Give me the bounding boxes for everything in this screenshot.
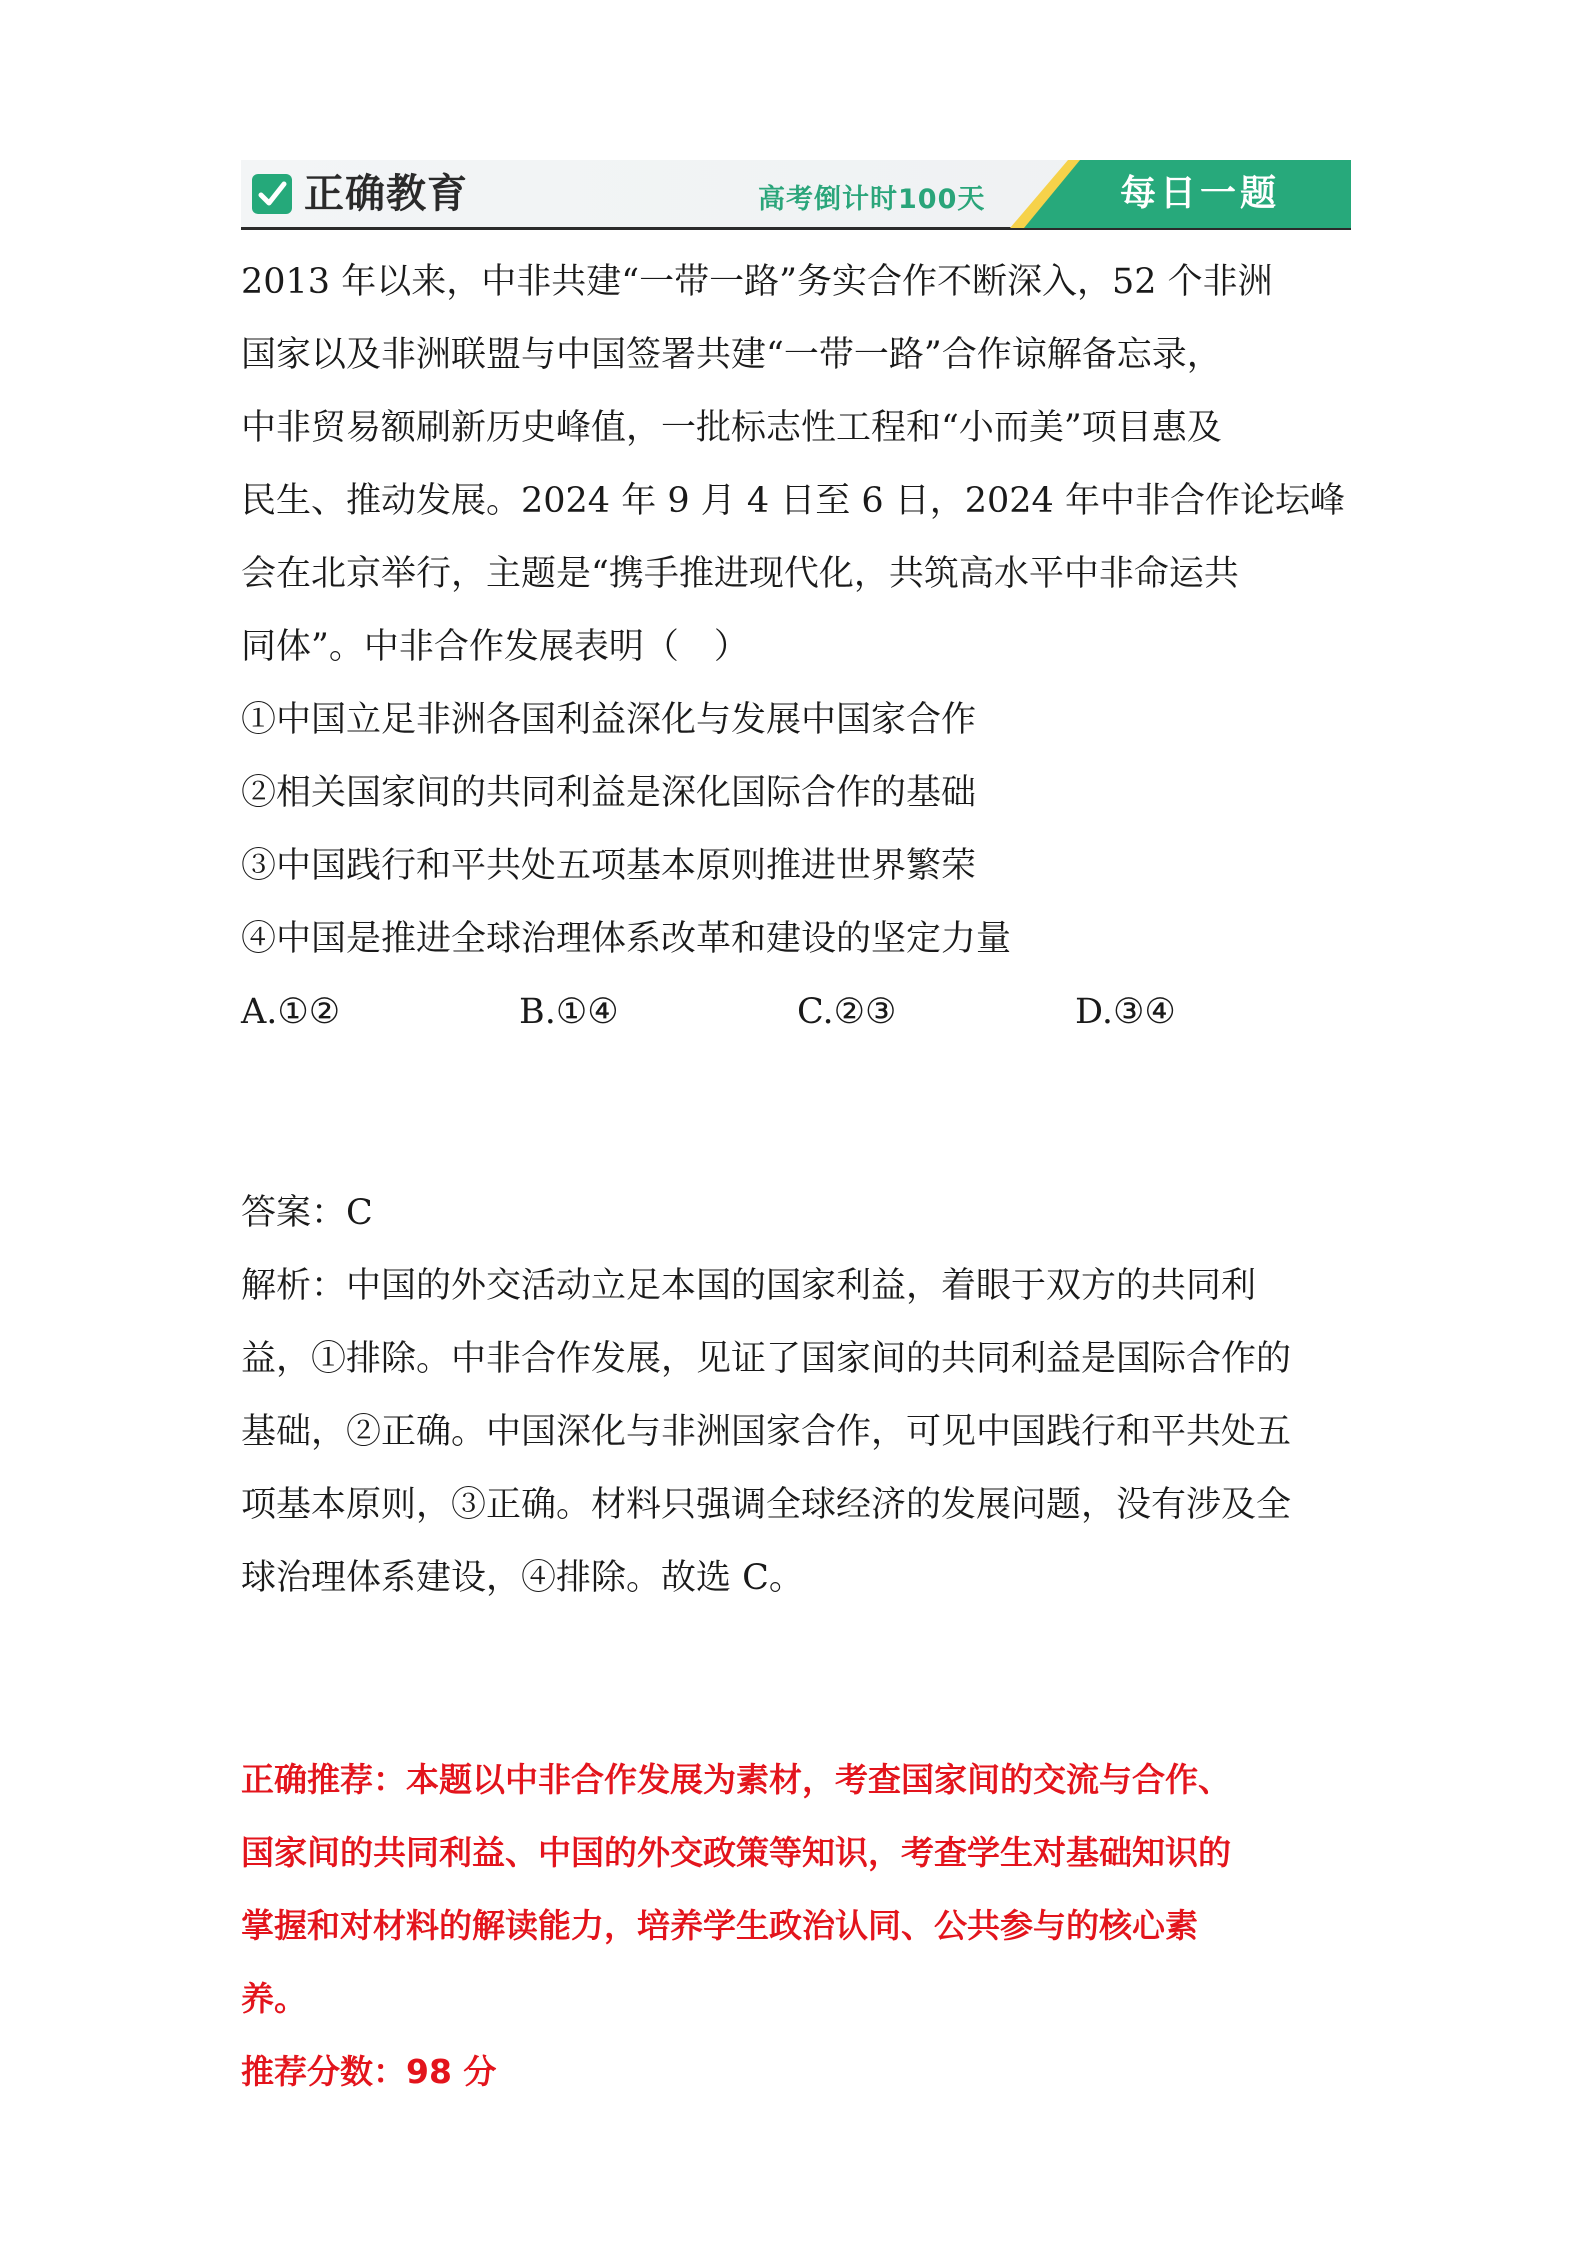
question-content (241, 246, 1361, 2108)
question-line: 同体”。中非合作发展表明（ ） (241, 627, 749, 667)
analysis-line: 基础，②正确。中国深化与非洲国家合作，可见中国践行和平共处五 (241, 1412, 1292, 1452)
analysis-line: 项基本原则，③正确。材料只强调全球经济的发展问题，没有涉及全 (241, 1485, 1292, 1525)
question-stem (241, 246, 1361, 684)
answer-options (241, 976, 1361, 1049)
recommendation-line: 掌握和对材料的解读能力，培养学生政治认同、公共参与的核心素 (241, 1906, 1198, 1945)
answer-label: 答案：C (241, 1193, 373, 1233)
recommendation-line: 养。 (241, 1979, 307, 2018)
recommendation-line: 国家间的共同利益、中国的外交政策等知识，考查学生对基础知识的 (241, 1833, 1231, 1872)
recommendation-section (241, 1743, 1361, 2108)
question-line: 2013 年以来，中非共建“一带一路”务实合作不断深入，52 个非洲 (241, 262, 1273, 302)
countdown-label: 高考倒计时100天 (758, 184, 986, 215)
statement-item: ③中国践行和平共处五项基本原则推进世界繁荣 (241, 846, 977, 886)
option-d: D.③④ (1075, 992, 1176, 1032)
statement-item: ④中国是推进全球治理体系改革和建设的坚定力量 (241, 919, 1012, 959)
question-line: 民生、推动发展。2024 年 9 月 4 日至 6 日，2024 年中非合作论坛峰 (241, 481, 1345, 521)
question-line: 国家以及非洲联盟与中国签署共建“一带一路”合作谅解备忘录， (241, 335, 1222, 375)
option-a: A.①② (241, 992, 341, 1032)
option-c: C.②③ (797, 992, 897, 1032)
option-b: B.①④ (519, 992, 619, 1032)
statement-list (241, 684, 1361, 976)
brand-name: 正确教育 (304, 171, 468, 217)
analysis-line: 解析：中国的外交活动立足本国的国家利益，着眼于双方的共同利 (241, 1266, 1257, 1306)
section-title: 每日一题 (1120, 173, 1281, 214)
statement-item: ②相关国家间的共同利益是深化国际合作的基础 (241, 773, 977, 813)
analysis-line: 益，①排除。中非合作发展，见证了国家间的共同利益是国际合作的 (241, 1339, 1292, 1379)
question-line: 会在北京举行，主题是“携手推进现代化，共筑高水平中非命运共 (241, 554, 1239, 594)
recommendation-line: 正确推荐：本题以中非合作发展为素材，考查国家间的交流与合作、 (241, 1760, 1231, 1799)
analysis-line: 球治理体系建设，④排除。故选 C。 (241, 1558, 804, 1598)
checkmark-icon (252, 174, 292, 214)
recommendation-score: 推荐分数：98 分 (241, 2052, 497, 2091)
statement-item: ①中国立足非洲各国利益深化与发展中国家合作 (241, 700, 977, 740)
answer-section (241, 1177, 1361, 1615)
question-line: 中非贸易额刷新历史峰值，一批标志性工程和“小而美”项目惠及 (241, 408, 1222, 448)
